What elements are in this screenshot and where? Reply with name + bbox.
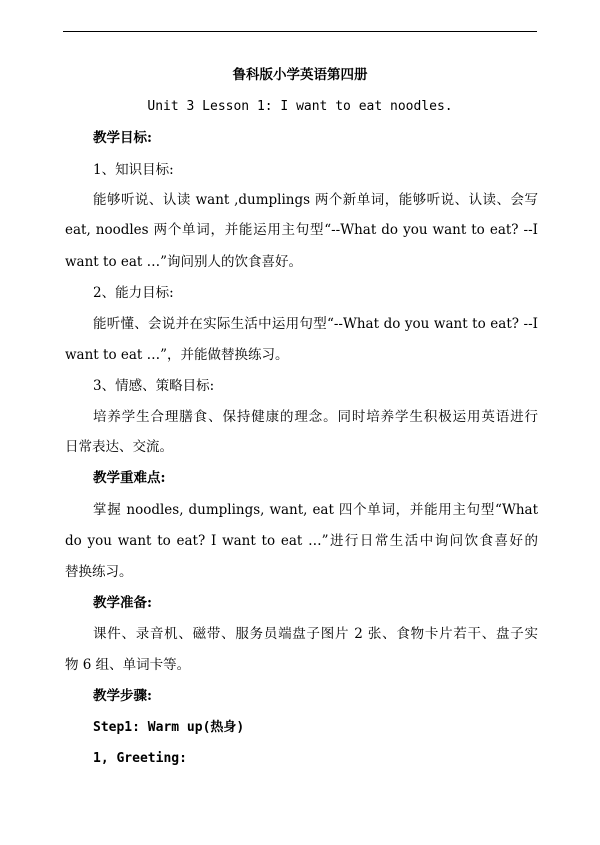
key-line-2: do you want to eat? I want to eat …”进行日常生活中询问饮食喜好的 <box>65 533 538 549</box>
header-rule <box>63 31 537 32</box>
knowledge-line-3: want to eat …”询问别人的饮食喜好。 <box>65 254 303 270</box>
step1-heading: Step1: Warm up(热身) <box>93 720 245 735</box>
steps-heading: 教学步骤: <box>93 688 152 704</box>
knowledge-heading: 1、知识目标: <box>93 162 174 178</box>
preparation-line-1: 课件、录音机、磁带、服务员端盘子图片 2 张、食物卡片若干、盘子实 <box>93 626 538 642</box>
greeting-heading: 1, Greeting: <box>93 751 187 766</box>
knowledge-line-2: eat, noodles 两个单词，并能运用主句型“--What do you want to eat? --I <box>65 222 538 238</box>
knowledge-line-1: 能够听说、认读 want ,dumplings 两个新单词，能够听说、认读、会写 <box>93 192 538 208</box>
key-points-heading: 教学重难点: <box>93 470 166 486</box>
emotion-line-1: 培养学生合理膳食、保持健康的理念。同时培养学生积极运用英语进行 <box>93 409 538 425</box>
key-line-1: 掌握 noodles, dumplings, want, eat 四个单词，并能用主句型“What <box>93 502 538 518</box>
objectives-heading: 教学目标: <box>93 130 152 146</box>
emotion-line-2: 日常表达、交流。 <box>65 439 173 455</box>
emotion-heading: 3、情感、策略目标: <box>93 378 215 394</box>
ability-heading: 2、能力目标: <box>93 285 174 301</box>
preparation-heading: 教学准备: <box>93 595 152 611</box>
ability-line-1: 能听懂、会说并在实际生活中运用句型“--What do you want to eat? --I <box>93 316 538 332</box>
lesson-subtitle: Unit 3 Lesson 1: I want to eat noodles. <box>147 99 453 114</box>
preparation-line-2: 物 6 组、单词卡等。 <box>65 657 191 673</box>
key-line-3: 替换练习。 <box>65 564 133 580</box>
document-title: 鲁科版小学英语第四册 <box>232 67 368 83</box>
ability-line-2: want to eat …”，并能做替换练习。 <box>65 347 289 363</box>
